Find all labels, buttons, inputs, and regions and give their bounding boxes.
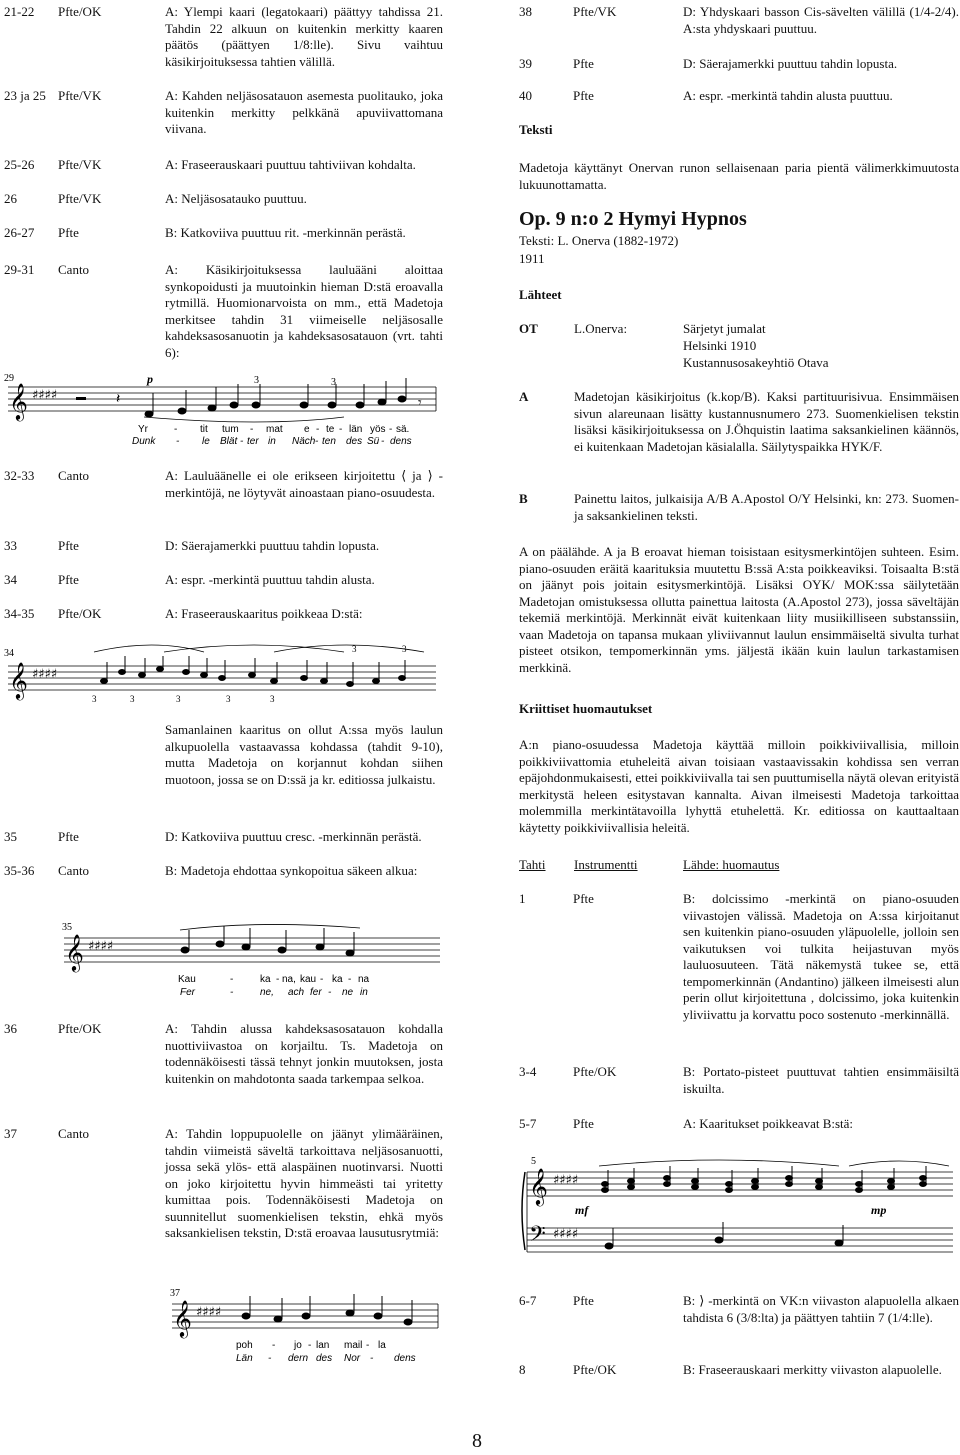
note-text: A: espr. -merkintä puuttuu tahdin alusta. <box>165 572 375 587</box>
svg-text:-: - <box>316 424 320 435</box>
svg-text:♯♯♯♯: ♯♯♯♯ <box>88 939 114 954</box>
svg-text:poh: poh <box>236 1340 253 1351</box>
instrument: Canto <box>58 468 90 483</box>
svg-text:ne: ne <box>342 987 354 998</box>
svg-text:3: 3 <box>226 694 231 704</box>
instrument: Pfte <box>58 572 79 587</box>
year: 1911 <box>519 251 545 266</box>
note-text: D: Säerajamerkki puuttuu tahdin lopusta. <box>165 538 380 553</box>
svg-text:yös: yös <box>370 424 386 435</box>
kriittiset-heading: Kriittiset huomautukset <box>519 701 653 716</box>
note-text: A: Fraseerauskaaritus poikkeaa D:stä: <box>165 606 363 621</box>
note-text: A: Tahdin loppupuolelle on jäänyt ylimääräinen, tahdin viimeistä säveltä tarkoittava neljäsosanuotti, jossa sekä ylös- että alaspäinen nuotinvarsi. Nuotti on joko kirjoitettu hyvin himmeästi tai yritetty kumittaa pois. Todennäköisesti Madetoja on suunnitellut suomenkielisen tekstin, ehkä myös saksankielisen tekstin, D:stä eroavaa lausutusrytmiä: <box>165 1126 443 1240</box>
svg-text:𝄽: 𝄽 <box>116 392 121 407</box>
measure: 38 <box>519 4 532 19</box>
svg-text:ka: ka <box>260 974 271 985</box>
svg-text:Län: Län <box>236 1353 253 1364</box>
measure: 33 <box>4 538 17 553</box>
instrument: Pfte <box>573 56 594 71</box>
svg-text:Yr: Yr <box>138 424 148 435</box>
svg-text:-: - <box>240 436 244 447</box>
instrument: Pfte <box>58 225 79 240</box>
dynamic-p: p <box>147 372 153 386</box>
page-number: 8 <box>472 1430 482 1452</box>
svg-text:jo: jo <box>294 1340 302 1351</box>
measure: 5-7 <box>519 1116 537 1131</box>
paragraph-critical: A:n piano-osuudessa Madetoja käyttää milloin poikkiviivallisia, milloin poikkiviivattomia etuheleitä aivan toisiaan vastaavissakin kohdissa sen verran epäjohdonmukaisesti, ettei poikkiviivalla tai sen puuttumisella näytä olevan erityistä merkitystä heleen esitystavan kannalta. Aivan ilmeisesti Madetoja tarkoittaa molemmilla merkintätavoilla lyhyttä etuhelettä. Kr. editiossa on kauttaaltaan käytetty poikkiviivallisia heleitä. <box>519 737 959 835</box>
svg-text:e: e <box>304 424 310 435</box>
svg-text:𝄾: 𝄾 <box>418 396 422 411</box>
dynamic-mf: mf <box>575 1203 589 1217</box>
svg-text:te: te <box>326 424 335 435</box>
svg-text:-: - <box>276 974 280 985</box>
svg-text:ter: ter <box>247 436 259 447</box>
svg-text:♯♯♯♯: ♯♯♯♯ <box>32 388 58 403</box>
treble-clef-icon: 𝄞 <box>173 1299 192 1337</box>
source-sig-ot: OT <box>519 321 538 336</box>
instrument: Pfte/OK <box>573 1362 617 1377</box>
note-text: A: espr. -merkintä tahdin alusta puuttuu. <box>683 88 893 103</box>
measure: 35-36 <box>4 863 35 878</box>
svg-text:dens: dens <box>394 1353 416 1364</box>
svg-text:-: - <box>268 1353 272 1364</box>
svg-text:3: 3 <box>176 694 181 704</box>
svg-text:ka: ka <box>332 974 343 985</box>
measure: 23 ja 25 <box>4 88 46 103</box>
svg-text:le: le <box>202 436 210 447</box>
svg-text:-: - <box>250 424 254 435</box>
note-text: A: Käsikirjoituksessa lauluääni aloittaa synkopoidusti ja muutoinkin hieman D:stä eroavalla rytmillä. Huomionarvoista on mm., että Madetoja merkitsee tahdin 31 viimeiselle neljäsosalle kahdeksasosanuotin ja kahdeksasosatauon (vrt. tahti 6): <box>165 262 443 360</box>
svg-text:♯♯♯♯: ♯♯♯♯ <box>196 1305 222 1320</box>
instrument: Pfte <box>573 88 594 103</box>
measure: 21-22 <box>4 4 35 19</box>
svg-text:in: in <box>360 987 368 998</box>
svg-text:-: - <box>174 424 178 435</box>
svg-text:Nor: Nor <box>344 1353 361 1364</box>
svg-text:3: 3 <box>352 644 357 654</box>
note-text: A: Fraseerauskaari puuttuu tahtiviivan kohdalta. <box>165 157 416 172</box>
source-b-text: Painettu laitos, julkaisija A/B A.Apostol O/Y Helsinki, kn: 273. Suomen- ja saksankielinen teksti. <box>574 491 959 523</box>
note-text: B: Portato-pisteet puuttuvat tahtien ensimmäisiltä iskuilta. <box>683 1064 959 1096</box>
note-text: B: Madetoja ehdottaa synkopoitua säkeen alkua: <box>165 863 418 878</box>
instrument: Pfte <box>573 1116 594 1131</box>
svg-text:Kau: Kau <box>178 974 196 985</box>
note-text: A: Ylempi kaari (legatokaari) päättyy tahdissa 21. Tahdin 22 alkuun on kuitenkin merkitty kaaren päätös (päättyen 1/8:lle). Sivu vaihtuu käsikirjoituksessa tahtien välillä. <box>165 4 443 69</box>
svg-text:-: - <box>381 436 385 447</box>
svg-text:-: - <box>230 974 234 985</box>
instrument: Pfte/OK <box>58 1021 102 1036</box>
source-sig-b: B <box>519 491 528 506</box>
svg-text:dens: dens <box>390 436 412 447</box>
instrument: Pfte/VK <box>573 4 617 19</box>
instrument: Pfte <box>58 538 79 553</box>
music-example-5 <box>519 1150 959 1276</box>
svg-text:3: 3 <box>402 644 407 654</box>
svg-text:des: des <box>316 1353 333 1364</box>
note-text: Samanlainen kaaritus on ollut A:ssa myös laulun alkupuolella vastaavassa kohdassa (tahdit 9-10), mutta Madetoja on korjannut kohdan siihen muotoon, jossa se on D:ssä ja kr. editiossa julkaistu. <box>165 722 443 787</box>
music-example-29 <box>4 365 444 450</box>
measure: 6-7 <box>519 1293 537 1308</box>
svg-text:lan: lan <box>316 1340 330 1351</box>
measure: 1 <box>519 891 526 906</box>
svg-text:Fer: Fer <box>180 987 195 998</box>
note-text: D: Yhdyskaari basson Cis-sävelten välillä (1/4-2/4). A:sta yhdyskaari puuttuu. <box>683 4 959 36</box>
svg-text:Dunk: Dunk <box>132 436 156 447</box>
source-ot-line: Helsinki 1910 <box>683 338 757 353</box>
treble-clef-icon: 𝄞 <box>65 933 84 971</box>
lahteet-heading: Lähteet <box>519 287 562 302</box>
svg-text:län: län <box>349 424 363 435</box>
svg-text:Blät: Blät <box>220 436 238 447</box>
svg-text:-: - <box>348 974 352 985</box>
instrument: Pfte <box>573 1293 594 1308</box>
svg-text:ten: ten <box>322 436 336 447</box>
measure: 34-35 <box>4 606 35 621</box>
instrument: Pfte/VK <box>58 191 102 206</box>
svg-text:des: des <box>346 436 363 447</box>
measure: 26-27 <box>4 225 35 240</box>
note-text: A: Tahdin alussa kahdeksasosatauon kohdalla nuottiviivastoa on korjailtu. Ts. Madetoja on todennäköisesti tässä tehnyt jonkin muutoksen, josta kuitenkin on mahdotonta saada tarkempaa selkoa. <box>165 1021 443 1086</box>
svg-text:♯♯♯♯: ♯♯♯♯ <box>553 1173 579 1188</box>
instrument: Canto <box>58 1126 90 1141</box>
svg-text:3: 3 <box>130 694 135 704</box>
svg-text:-: - <box>315 436 319 447</box>
note-text: B: Fraseerauskaari merkitty viivaston alapuolelle. <box>683 1362 942 1377</box>
svg-text:-: - <box>366 1340 370 1351</box>
paragraph-sources: A on päälähde. A ja B eroavat hieman toisistaan esitysmerkintöjen suhteen. Esim. piano-osuuden eräitä kaarituksia muutettu B:ssä A:sta poikkeaviksi. Toisaalta B:stä on jäänyt pois joitain esitysmerkintöjä. Lisäksi OYK/ MOK:ssa säilytetään Madetojan omistuksessa ollutta painettua laitosta (A.Apostol 273), jossa säveltäjän tekemiä merkintöjä. Merkinnät eivät kuitenkaan liity musiikilliseen substanssiin, vaan Madetoja on tapansa mukaan yliviivannut laulun ensimmäiseltä sivulta turhat pisteet otsikon, tempomerkinnän yms. jäljestä ikään kuin laulun tarkastamisen merkkinä. <box>519 544 959 675</box>
instrument: Pfte/VK <box>58 88 102 103</box>
col-header-lahde: Lähde: huomautus <box>683 857 780 872</box>
svg-text:-: - <box>308 1340 312 1351</box>
measure: 8 <box>519 1362 526 1377</box>
measure-number: 29 <box>4 373 14 384</box>
measure: 26 <box>4 191 17 206</box>
svg-text:mail: mail <box>344 1340 363 1351</box>
svg-text:ach: ach <box>288 987 305 998</box>
svg-text:3: 3 <box>270 694 275 704</box>
instrument: Canto <box>58 262 90 277</box>
measure: 34 <box>4 572 17 587</box>
svg-text:-: - <box>176 436 180 447</box>
instrument: Canto <box>58 863 90 878</box>
col-header-instrumentti: Instrumentti <box>574 857 638 872</box>
svg-text:sä.: sä. <box>396 424 410 435</box>
teksti-author: Teksti: L. Onerva (1882-1972) <box>519 233 679 248</box>
svg-text:kau: kau <box>300 974 317 985</box>
svg-text:-: - <box>272 1340 276 1351</box>
dynamic-mp: mp <box>871 1203 887 1217</box>
instrument: Pfte/OK <box>573 1064 617 1079</box>
measure: 3-4 <box>519 1064 537 1079</box>
svg-text:na,: na, <box>282 974 296 985</box>
treble-clef-icon: 𝄞 <box>529 1167 548 1205</box>
svg-text:tum: tum <box>222 424 239 435</box>
svg-text:tit: tit <box>200 424 208 435</box>
note-text: A: Kaaritukset poikkeavat B:stä: <box>683 1116 854 1131</box>
svg-text:na: na <box>358 974 370 985</box>
measure-number: 37 <box>170 1288 180 1299</box>
svg-text:-: - <box>230 987 234 998</box>
col-header-tahti: Tahti <box>519 857 546 872</box>
measure: 29-31 <box>4 262 35 277</box>
note-text: B: ⟩ -merkintä on VK:n viivaston alapuolella alkaen tahdista 6 (3/8:lta) ja päättyen tahtiin 7 (1/4:lle). <box>683 1293 959 1325</box>
instrument: Pfte/OK <box>58 4 102 19</box>
svg-text:♯♯♯♯: ♯♯♯♯ <box>553 1227 579 1242</box>
music-example-37 <box>168 1282 444 1367</box>
source-sig-a: A <box>519 389 529 404</box>
instrument: Pfte/OK <box>58 606 102 621</box>
music-example-34 <box>4 638 444 708</box>
measure-number: 35 <box>62 922 72 933</box>
source-ot-line: Särjetyt jumalat <box>683 321 766 336</box>
instrument: Pfte/VK <box>58 157 102 172</box>
measure: 37 <box>4 1126 17 1141</box>
svg-text:fer: fer <box>310 987 322 998</box>
svg-text:-: - <box>320 974 324 985</box>
measure: 40 <box>519 88 532 103</box>
treble-clef-icon: 𝄞 <box>9 661 28 699</box>
svg-text:dern: dern <box>288 1353 309 1364</box>
triplet-mark: 3 <box>331 377 336 388</box>
measure: 25-26 <box>4 157 35 172</box>
svg-text:-: - <box>370 1353 374 1364</box>
music-example-35 <box>60 916 444 1001</box>
treble-clef-icon: 𝄞 <box>9 382 28 420</box>
measure: 32-33 <box>4 468 35 483</box>
op-title: Op. 9 n:o 2 Hymyi Hypnos <box>519 208 747 230</box>
svg-text:la: la <box>378 1340 386 1351</box>
instrument: Pfte <box>573 891 594 906</box>
note-text: A: Kahden neljäsosatauon asemesta puolitauko, joka kuitenkin merkitty pelkkänä apuviivattomana viivana. <box>165 88 443 136</box>
svg-text:3: 3 <box>92 694 97 704</box>
source-ot-author: L.Onerva: <box>574 321 628 336</box>
svg-text:Sü: Sü <box>367 436 380 447</box>
note-text: A: Lauluäänelle ei ole erikseen kirjoitettu ⟨ ja ⟩ -merkintöjä, ne löytyvät ainoastaan piano-osuudesta. <box>165 468 443 500</box>
bass-clef-icon: 𝄢 <box>529 1222 546 1252</box>
teksti-text: Madetoja käyttänyt Onervan runon sellaisenaan paria pientä välimerkkimuutosta lukuunottamatta. <box>519 160 959 192</box>
svg-text:-: - <box>339 424 343 435</box>
svg-text:-: - <box>328 987 332 998</box>
svg-text:♯♯♯♯: ♯♯♯♯ <box>32 667 58 682</box>
svg-text:in: in <box>268 436 276 447</box>
measure: 36 <box>4 1021 17 1036</box>
source-a-text: Madetojan käsikirjoitus (k.kop/B). Kaksi partituurisivua. Ensimmäisen sivun alareunaan lisätty kustannusnumero 273. Suomenkielisen tekstin lisäksi käsikirjoituksessa on J.Öhquistin laatima saksankielinen käännös, ei kuitenkaan Madetojan käsialalla. Säilytyspaikka HYK/F. <box>574 389 959 454</box>
note-text: A: Neljäsosatauko puuttuu. <box>165 191 307 206</box>
triplet-mark: 3 <box>254 375 259 386</box>
note-text: B: Katkoviiva puuttuu rit. -merkinnän perästä. <box>165 225 406 240</box>
svg-text:Näch: Näch <box>292 436 316 447</box>
note-text: D: Katkoviiva puuttuu cresc. -merkinnän perästä. <box>165 829 422 844</box>
measure-number: 5 <box>531 1156 536 1167</box>
teksti-heading: Teksti <box>519 122 553 137</box>
measure: 35 <box>4 829 17 844</box>
note-text: D: Säerajamerkki puuttuu tahdin lopusta. <box>683 56 898 71</box>
svg-text:ne,: ne, <box>260 987 274 998</box>
svg-text:-: - <box>389 424 393 435</box>
note-text: B: dolcissimo -merkintä on piano-osuuden viivastojen välissä. Madetoja on A:ssa kirjoitanut sen kuitenkin piano-osuuden yläpuolelle, jolloin sen vaikutuksen voi tulkita heijastuvan myös lauluosuuteen. Tätä näkemystä tukee se, että tempomerkinnän (Andantino) jälkeen ilmeisesti alun perin ollut kirjoitettuna , dolcissimo, joka kuitenkin yliviivattu ja korvattu poco sostenuto -merkinnällä. <box>683 891 959 1022</box>
instrument: Pfte <box>58 829 79 844</box>
svg-text:mat: mat <box>266 424 283 435</box>
source-ot-line: Kustannusosakeyhtiö Otava <box>683 355 829 370</box>
measure-number: 34 <box>4 648 14 659</box>
measure: 39 <box>519 56 532 71</box>
